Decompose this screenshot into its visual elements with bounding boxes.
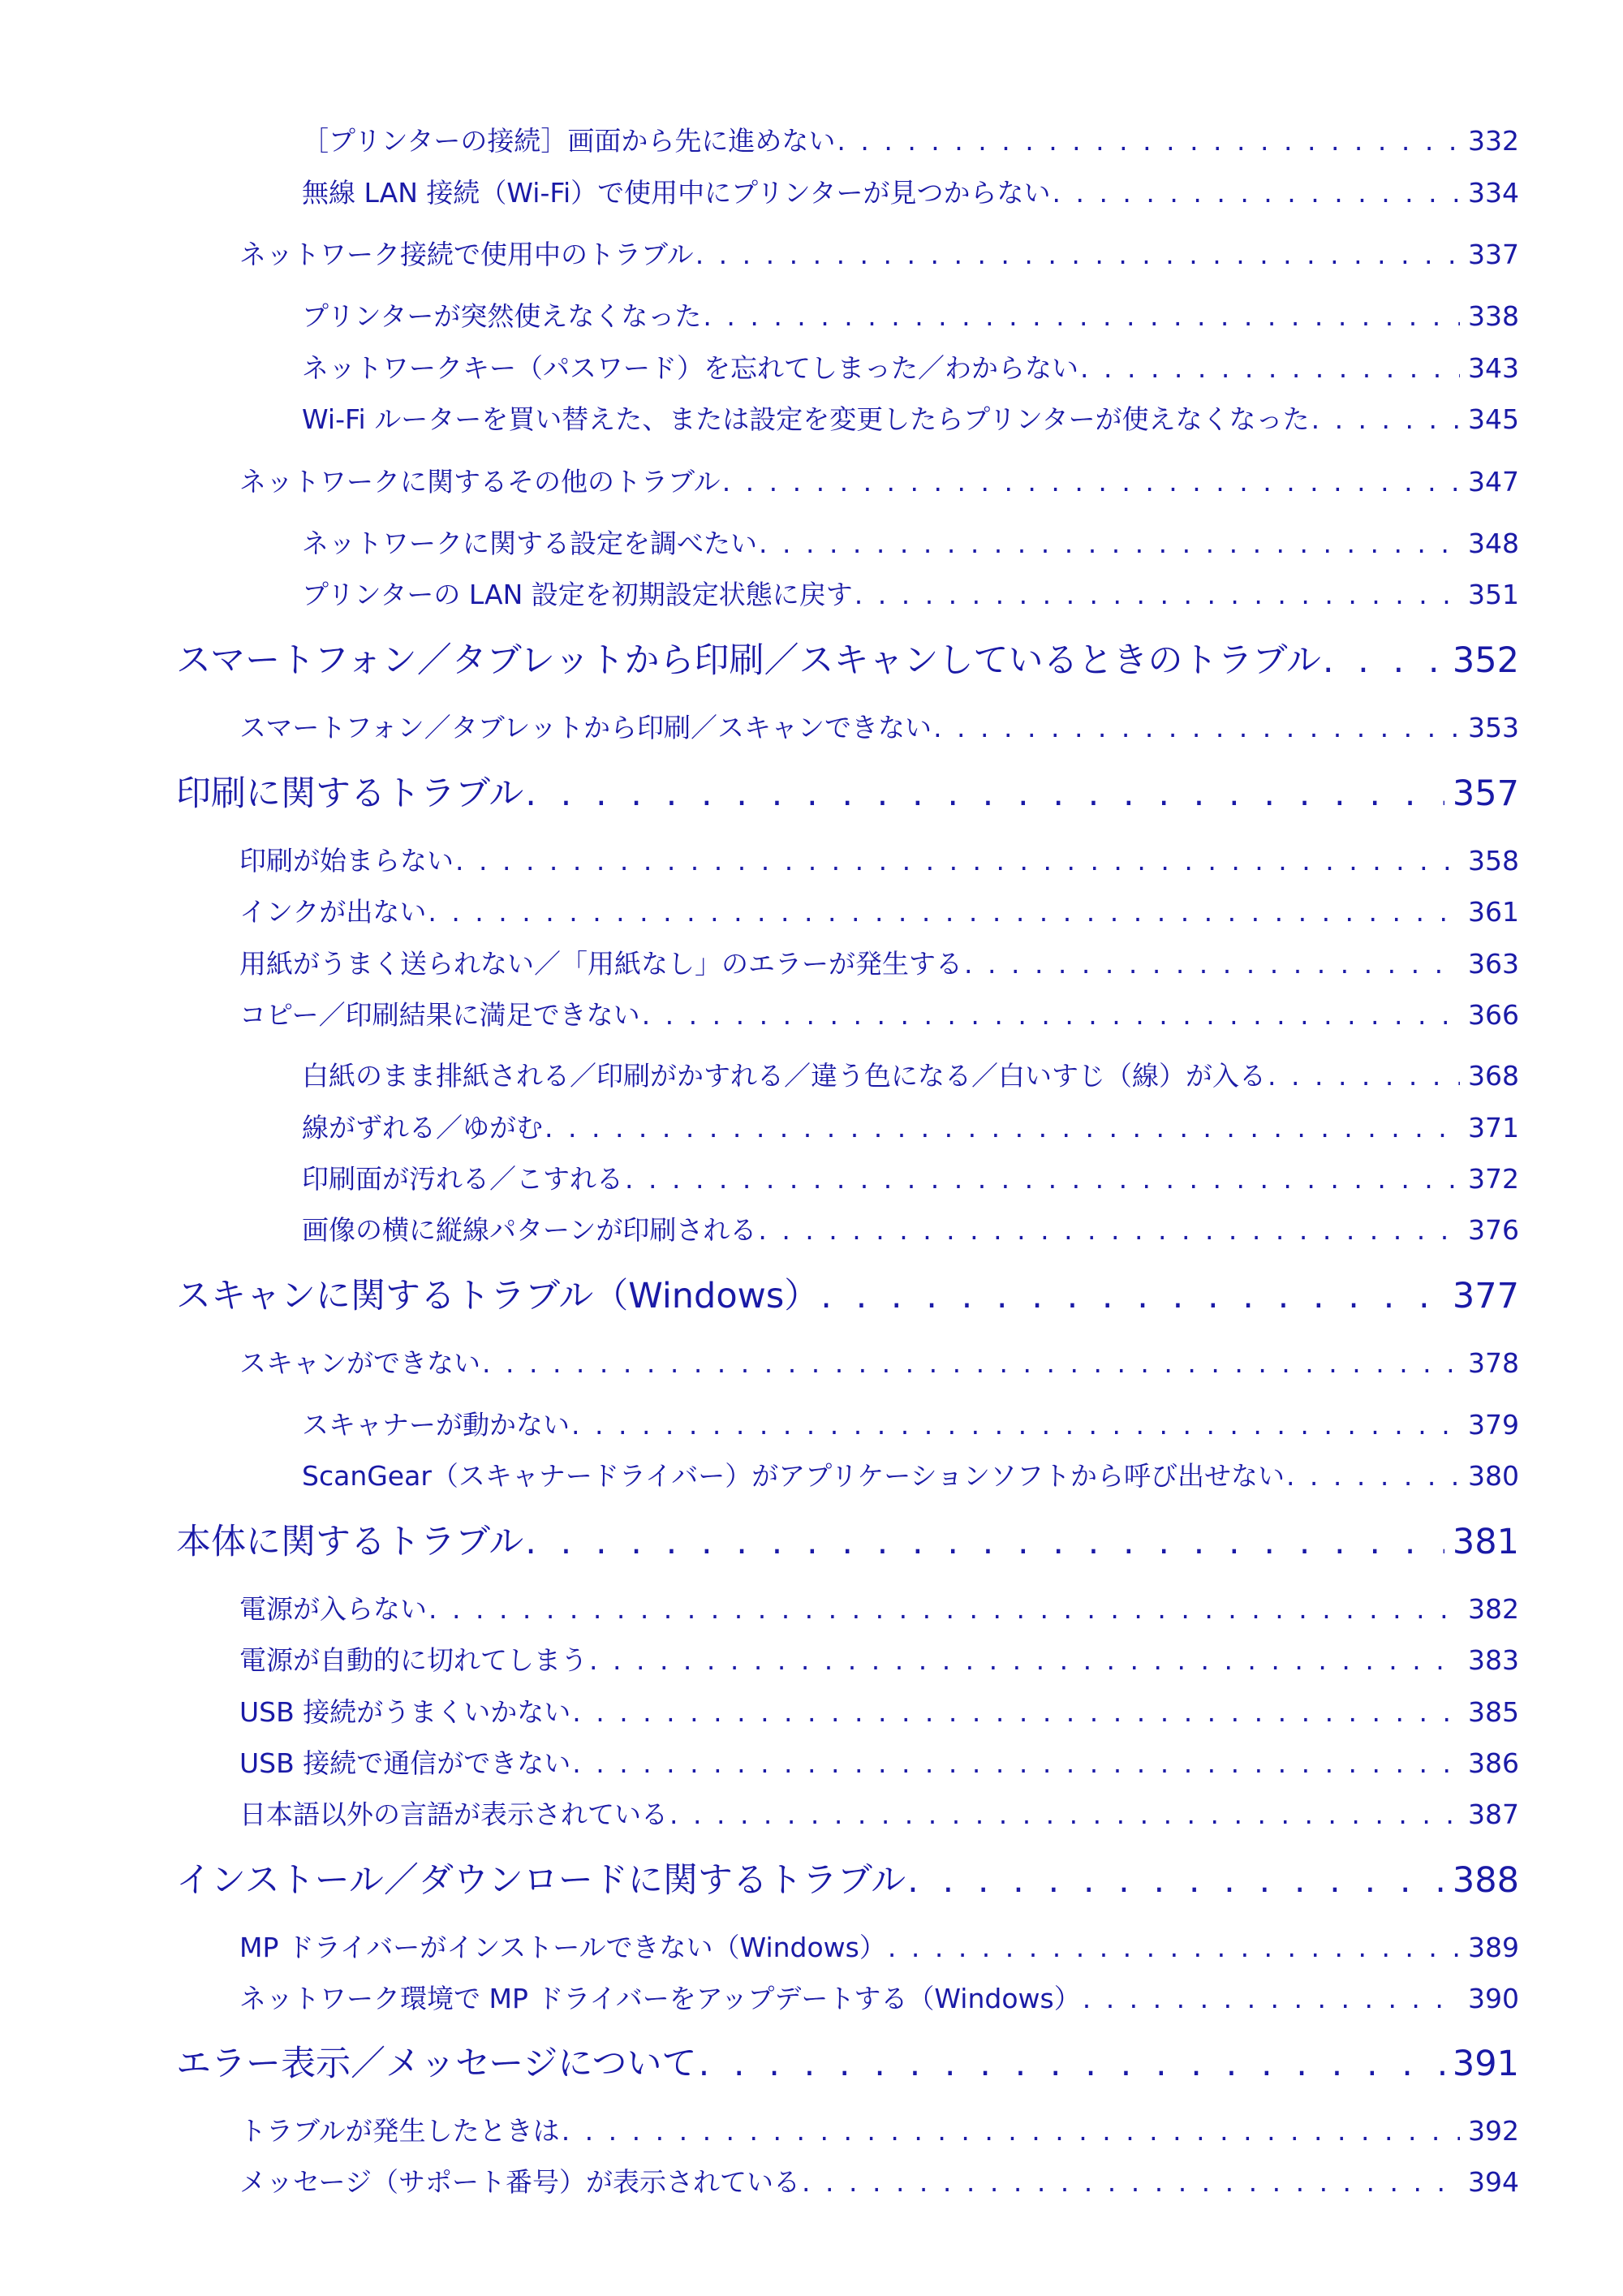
toc-entry-page: 353 — [1468, 712, 1519, 743]
toc-entry[interactable] — [239, 707, 1519, 745]
toc-entry-title: ネットワークキー（パスワード）を忘れてしまった／わからない — [302, 352, 1078, 384]
toc-entry[interactable] — [176, 633, 1519, 683]
toc-entry-title: USB 接続がうまくいかない — [239, 1696, 571, 1728]
toc-entry[interactable] — [239, 994, 1519, 1032]
toc-entry[interactable] — [239, 2110, 1519, 2148]
dot-leader — [525, 773, 1444, 814]
toc-entry[interactable] — [302, 398, 1519, 437]
toc-entry-page: 371 — [1468, 1112, 1519, 1144]
toc-entry-title: スキャンができない — [239, 1347, 480, 1379]
toc-entry-title: ScanGear（スキャナードライバー）がアプリケーションソフトから呼び出せない — [302, 1460, 1285, 1492]
dot-leader — [1052, 177, 1460, 209]
toc-entry-page: 377 — [1452, 1276, 1519, 1316]
toc-entry-page: 387 — [1468, 1798, 1519, 1830]
toc-entry-page: 389 — [1468, 1932, 1519, 1963]
toc-entry-title: 用紙がうまく送られない／「用紙なし」のエラーが発生する — [239, 948, 962, 980]
toc-entry-page: 348 — [1468, 528, 1519, 559]
toc-entry-page: 351 — [1468, 579, 1519, 610]
dot-leader — [572, 1696, 1460, 1728]
toc-entry[interactable] — [302, 1209, 1519, 1247]
dot-leader — [964, 948, 1460, 980]
toc-entry-page: 372 — [1468, 1163, 1519, 1195]
toc-entry-page: 357 — [1452, 773, 1519, 814]
toc-entry-page: 347 — [1468, 466, 1519, 498]
toc-entry-title: プリンターの LAN 設定を初期設定状態に戻す — [302, 579, 853, 610]
toc-entry[interactable] — [302, 1455, 1519, 1493]
toc-entry[interactable] — [302, 1404, 1519, 1442]
dot-leader — [1286, 1460, 1460, 1492]
toc-entry-page: 381 — [1452, 1522, 1519, 1562]
toc-entry-page: 376 — [1468, 1214, 1519, 1246]
toc-entry-page: 337 — [1468, 239, 1519, 270]
toc-entry[interactable] — [239, 1588, 1519, 1626]
toc-entry-title: 電源が入らない — [239, 1593, 427, 1625]
dot-leader — [571, 1409, 1460, 1441]
toc-entry-title: 電源が自動的に切れてしまう — [239, 1644, 588, 1676]
toc-entry-title: コピー／印刷結果に満足できない — [239, 999, 640, 1031]
toc-entry-page: 368 — [1468, 1060, 1519, 1092]
toc-entry[interactable] — [239, 461, 1519, 499]
toc-entry[interactable] — [302, 1055, 1519, 1093]
toc-entry-title: ネットワーク接続で使用中のトラブル — [239, 239, 694, 270]
toc-entry-title: インストール／ダウンロードに関するトラブル — [176, 1860, 906, 1901]
dot-leader — [1323, 640, 1444, 681]
toc-entry[interactable] — [176, 1269, 1519, 1318]
toc-entry-title: ネットワーク環境で MP ドライバーをアップデートする（Windows） — [239, 1983, 1081, 2014]
toc-entry-page: 366 — [1468, 999, 1519, 1031]
toc-entry[interactable] — [302, 523, 1519, 561]
toc-entry-page: 386 — [1468, 1747, 1519, 1779]
toc-entry-title: インクが出ない — [239, 896, 427, 928]
toc-entry[interactable] — [239, 2161, 1519, 2199]
toc-entry-page: 383 — [1468, 1644, 1519, 1676]
toc-entry[interactable] — [239, 1978, 1519, 2016]
dot-leader — [699, 2044, 1444, 2084]
toc-entry-title: スマートフォン／タブレットから印刷／スキャンできない — [239, 712, 932, 743]
dot-leader — [428, 1593, 1460, 1625]
toc-entry-title: メッセージ（サポート番号）が表示されている — [239, 2166, 801, 2198]
toc-entry-title: 無線 LAN 接続（Wi-Fi）で使用中にプリンターが見つからない — [302, 177, 1051, 209]
toc-entry-title: スキャンに関するトラブル（Windows） — [176, 1276, 820, 1316]
toc-entry[interactable] — [239, 1342, 1519, 1381]
dot-leader — [525, 1522, 1444, 1562]
dot-leader — [455, 845, 1460, 877]
toc-entry[interactable] — [239, 1742, 1519, 1781]
toc-entry-page: 388 — [1452, 1860, 1519, 1901]
dot-leader — [820, 1276, 1444, 1316]
toc-entry-title: Wi-Fi ルーターを買い替えた、または設定を変更したらプリンターが使えなくなった — [302, 403, 1310, 435]
toc-entry-page: 390 — [1468, 1983, 1519, 2014]
dot-leader — [428, 896, 1460, 928]
toc-entry-title: 印刷面が汚れる／こすれる — [302, 1163, 623, 1195]
toc-entry-title: スマートフォン／タブレットから印刷／スキャンしているときのトラブル — [176, 640, 1321, 681]
toc-entry-title: 印刷が始まらない — [239, 845, 454, 877]
dot-leader — [759, 528, 1460, 559]
dot-leader — [562, 2115, 1460, 2147]
toc-entry-page: 363 — [1468, 948, 1519, 980]
toc-entry-page: 380 — [1468, 1460, 1519, 1492]
toc-entry-page: 391 — [1452, 2044, 1519, 2084]
dot-leader — [695, 239, 1460, 270]
toc-entry-title: 白紙のまま排紙される／印刷がかすれる／違う色になる／白いすじ（線）が入る — [302, 1060, 1266, 1092]
toc-entry[interactable] — [239, 234, 1519, 272]
toc-entry-page: 378 — [1468, 1347, 1519, 1379]
toc-entry[interactable] — [239, 1691, 1519, 1730]
toc-entry[interactable] — [302, 295, 1519, 334]
toc-entry-page: 338 — [1468, 300, 1519, 332]
dot-leader — [1311, 403, 1460, 435]
toc-entry-title: 画像の横に縦線パターンが印刷される — [302, 1214, 757, 1246]
toc-entry[interactable] — [302, 574, 1519, 612]
dot-leader — [1083, 1983, 1460, 2014]
dot-leader — [572, 1747, 1460, 1779]
toc-entry[interactable] — [302, 172, 1519, 210]
dot-leader — [703, 300, 1460, 332]
toc-entry-title: ネットワークに関するその他のトラブル — [239, 466, 721, 498]
dot-leader — [837, 125, 1460, 157]
toc-entry-page: 352 — [1452, 640, 1519, 681]
dot-leader — [855, 579, 1460, 610]
dot-leader — [589, 1644, 1460, 1676]
dot-leader — [625, 1163, 1460, 1195]
toc-entry-title: プリンターが突然使えなくなった — [302, 300, 702, 332]
toc-entry-page: 394 — [1468, 2166, 1519, 2198]
dot-leader — [758, 1214, 1460, 1246]
toc-entry-page: 361 — [1468, 896, 1519, 928]
toc-entry[interactable] — [239, 1927, 1519, 1965]
toc-entry[interactable] — [302, 120, 1519, 158]
dot-leader — [669, 1798, 1460, 1830]
dot-leader — [1268, 1060, 1460, 1092]
toc-entry[interactable] — [176, 2036, 1519, 2086]
toc-entry-page: 345 — [1468, 403, 1519, 435]
toc-entry[interactable] — [239, 840, 1519, 878]
toc-entry[interactable] — [176, 766, 1519, 816]
toc-entry[interactable] — [239, 891, 1519, 929]
toc-entry-page: 358 — [1468, 845, 1519, 877]
dot-leader — [907, 1860, 1444, 1901]
toc-entry[interactable] — [239, 1794, 1519, 1832]
toc-entry-page: 392 — [1468, 2115, 1519, 2147]
toc-entry-page: 385 — [1468, 1696, 1519, 1728]
dot-leader — [482, 1347, 1460, 1379]
toc-entry-title: エラー表示／メッセージについて — [176, 2044, 697, 2084]
toc-entry-page: 379 — [1468, 1409, 1519, 1441]
toc-entry-title: USB 接続で通信ができない — [239, 1747, 571, 1779]
dot-leader — [642, 999, 1460, 1031]
toc-entry[interactable] — [302, 1107, 1519, 1145]
toc-entry-title: 本体に関するトラブル — [176, 1522, 524, 1562]
toc-entry[interactable] — [176, 1853, 1519, 1902]
toc-entry-page: 332 — [1468, 125, 1519, 157]
dot-leader — [933, 712, 1460, 743]
toc-entry-page: 334 — [1468, 177, 1519, 209]
toc-entry-title: MP ドライバーがインストールできない（Windows） — [239, 1932, 886, 1963]
dot-leader — [802, 2166, 1460, 2198]
toc-entry-page: 382 — [1468, 1593, 1519, 1625]
dot-leader — [888, 1932, 1460, 1963]
toc-entry-title: 日本語以外の言語が表示されている — [239, 1798, 668, 1830]
toc-entry[interactable] — [239, 943, 1519, 981]
toc-entry-title: ［プリンターの接続］画面から先に進めない — [302, 125, 836, 157]
toc-entry-title: トラブルが発生したときは — [239, 2115, 560, 2147]
toc-entry[interactable] — [176, 1514, 1519, 1564]
toc-entry-title: ネットワークに関する設定を調べたい — [302, 528, 757, 559]
dot-leader — [722, 466, 1460, 498]
toc-entry[interactable] — [302, 347, 1519, 386]
toc-entry[interactable] — [239, 1639, 1519, 1678]
dot-leader — [1080, 352, 1460, 384]
toc-entry[interactable] — [302, 1158, 1519, 1196]
toc-entry-page: 343 — [1468, 352, 1519, 384]
toc-entry-title: 印刷に関するトラブル — [176, 773, 524, 814]
dot-leader — [545, 1112, 1460, 1144]
toc-entry-title: 線がずれる／ゆがむ — [302, 1112, 543, 1144]
toc-entry-title: スキャナーが動かない — [302, 1409, 570, 1441]
